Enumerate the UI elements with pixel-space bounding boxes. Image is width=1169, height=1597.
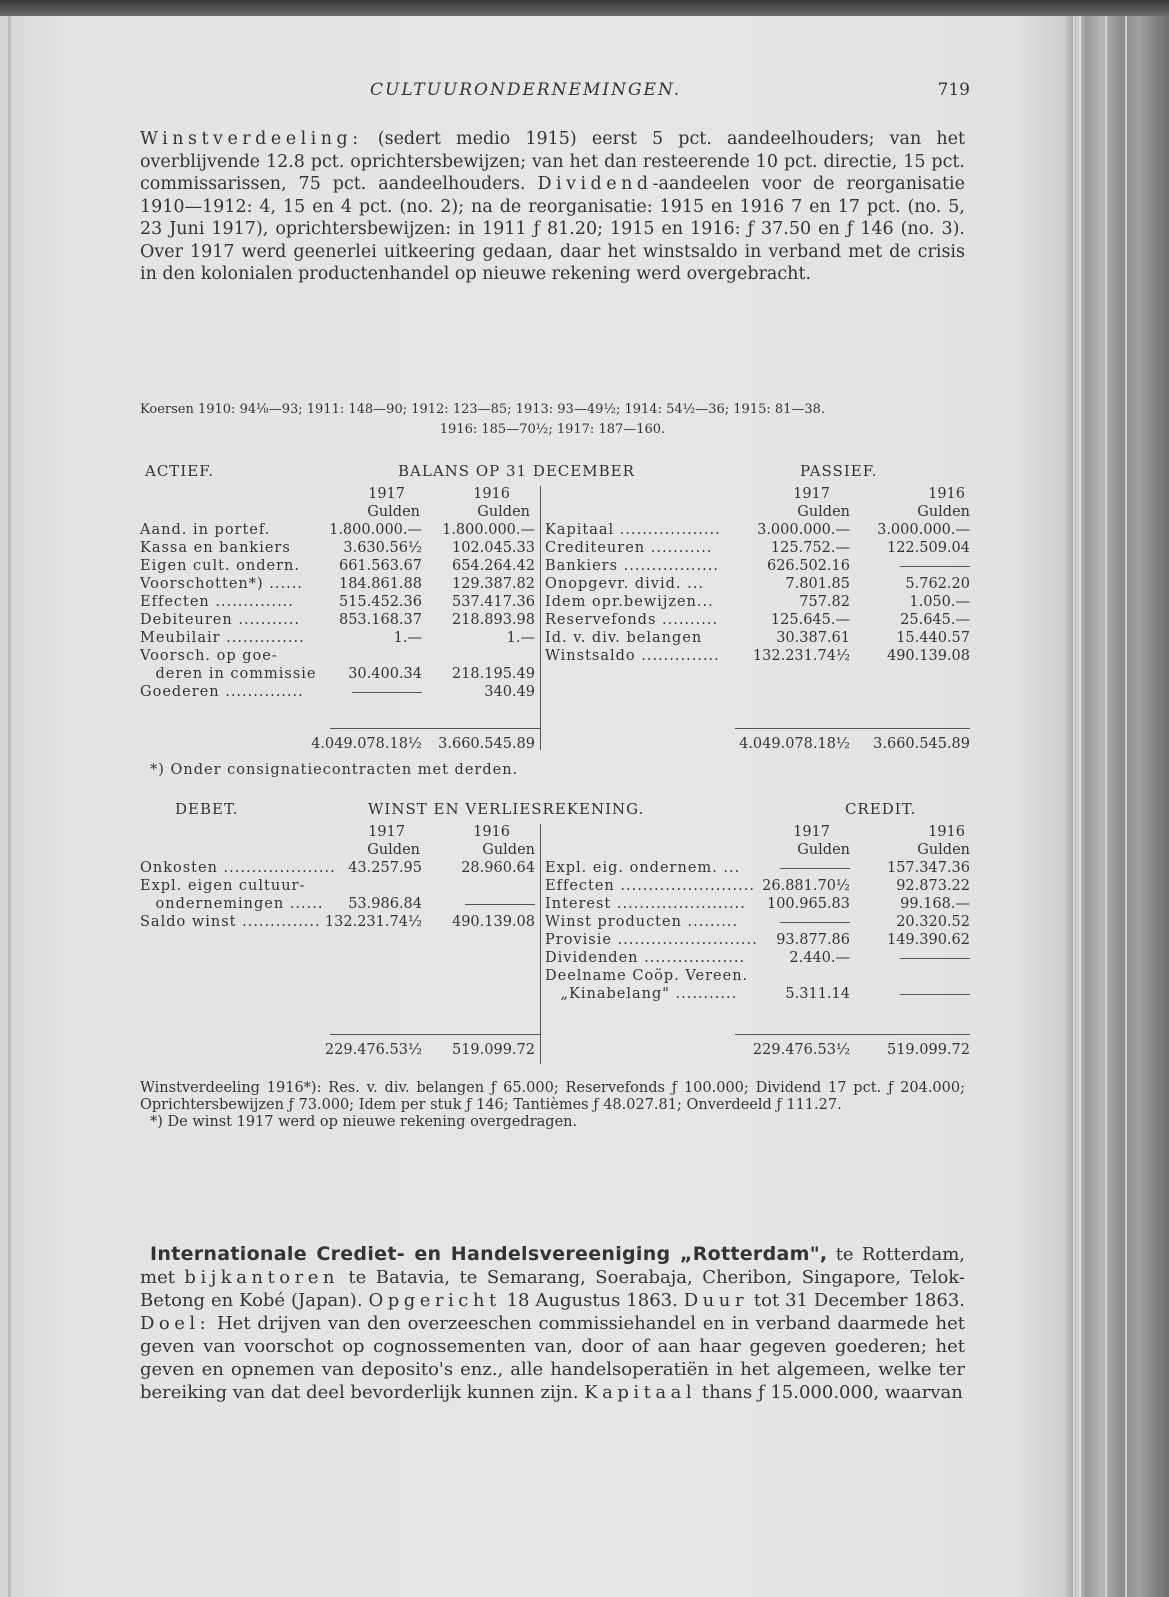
row-label: Voorschotten*) ...... <box>140 576 303 592</box>
table-row <box>545 648 970 666</box>
value-v1917: 100.965.83 <box>766 896 850 912</box>
row-label: Voorsch. op goe- <box>140 648 278 664</box>
value-v1917: 125.752.— <box>770 540 850 556</box>
value-v1917: 626.502.16 <box>766 558 850 574</box>
koersen <box>140 400 965 440</box>
koersen-line-1: Koersen 1910: 94⅛—93; 1911: 148—90; 1912: 123—85; 1913: 93—49½; 1914: 54½—36; 1915: 81—38. <box>140 402 826 417</box>
table-row <box>140 630 540 648</box>
table-row <box>545 968 970 986</box>
row-label: Aand. in portef. <box>140 522 271 538</box>
value-v1917: 93.877.86 <box>776 932 850 948</box>
dividend-text: -aandeelen voor de reorganisatie 1910—1912: 4, 15 en 4 pct. (no. 2); na de reorganisatie: 1915 en 1916 7 en 17 pct. (no. 5, 23 Juni 1917), oprichtersbewijzen: in 1911 ƒ 81.20; 1915 en 1916: ƒ 37.50 en ƒ 146 (no. 3). Over 1917 werd geenerlei uitkeering gedaan, daar het winstsaldo in verband met de crisis in den kolonialen productenhandel op nieuwe rekening werd overgebracht. <box>140 174 965 284</box>
table-row <box>545 594 970 612</box>
row-label: ondernemingen ...... <box>140 896 324 912</box>
winstverdeeling-1916-text: Winstverdeeling 1916*): Res. v. div. belangen ƒ 65.000; Reservefonds ƒ 100.000; Dividend 17 pct. ƒ 204.000; Oprichtersbewijzen ƒ 73.000; Idem per stuk ƒ 146; Tantièmes ƒ 48.027.81; Onverdeeld ƒ 111.27. <box>140 1080 965 1113</box>
book-spine <box>1065 16 1169 1597</box>
totals-row: 4.049.078.18½ 3.660.545.89 <box>739 736 970 752</box>
row-label: Winstsaldo .............. <box>545 648 720 664</box>
value-v1916: 490.139.08 <box>886 648 970 664</box>
value-v1916: 99.168.— <box>900 896 970 912</box>
row-label: Meubilair .............. <box>140 630 305 646</box>
value-v1916: 5.762.20 <box>905 576 970 592</box>
table-row <box>140 860 540 878</box>
value-v1916: 92.873.22 <box>896 878 970 894</box>
value-v1917: 757.82 <box>799 594 850 610</box>
value-v1916 <box>900 558 970 574</box>
table-row <box>140 648 540 666</box>
value-v1916: 157.347.36 <box>886 860 970 876</box>
debet-title: DEBET. <box>175 800 239 818</box>
profit-loss-account: DEBET. WINST EN VERLIESREKENING. CREDIT. 1917 1916 Gulden Gulden Onkosten .................... 43.257.95 28.960.64 Expl. eigen cultuur- ondernemingen ...... 53.986.84 Saldo winst .............. 132.231.74½ 490.139.08 229.476.53½ 519.099.72 1917 1916 Gulden Gulden Expl. eig. ondernem. ... 157.347.36 Effecten ........................ 26.881.70½ 92.873.22 Interest ....................... 100.965.83 99.168.— Winst producten ......... 20.320.52 Provisie ......................... 93.877.86 149.390.62 Dividenden .................. 2.440.— Deelname Coöp. Vereen. „Kinabelang" ........... 5.311.14 229.476.53½ 519.099.72 <box>140 800 970 1070</box>
row-label: Effecten ........................ <box>545 878 755 894</box>
value-v1917 <box>780 914 850 930</box>
table-row <box>140 612 540 630</box>
credit-title: CREDIT. <box>845 800 917 818</box>
dividend-lead: Dividend <box>537 174 653 194</box>
balance-title: BALANS OP 31 DECEMBER <box>398 462 635 480</box>
value-v1917 <box>780 860 850 876</box>
table-row <box>545 540 970 558</box>
totals-row: 4.049.078.18½ 3.660.545.89 <box>311 736 535 752</box>
table-row <box>545 986 970 1004</box>
totals-row: 229.476.53½ 519.099.72 <box>752 1042 970 1058</box>
row-label: Onkosten .................... <box>140 860 336 876</box>
winstverdeeling-paragraph <box>140 128 965 286</box>
row-label: Reservefonds .......... <box>545 612 719 628</box>
value-v1916: 1.— <box>506 630 535 646</box>
value-v1916: 25.645.— <box>900 612 970 628</box>
value-v1916: 20.320.52 <box>896 914 970 930</box>
table-row <box>140 576 540 594</box>
value-v1916: 129.387.82 <box>451 576 535 592</box>
row-label: Eigen cult. ondern. <box>140 558 300 574</box>
balance-footnote: *) Onder consignatiecontracten met derden. <box>150 762 519 778</box>
value-v1917: 7.801.85 <box>785 576 850 592</box>
table-row <box>140 684 540 702</box>
winstverdeeling-lead: Winstverdeeling: <box>140 129 363 149</box>
value-v1916 <box>900 986 970 1002</box>
value-v1917: 1.800.000.— <box>329 522 422 538</box>
value-v1916: 149.390.62 <box>886 932 970 948</box>
value-v1917: 2.440.— <box>789 950 850 966</box>
table-row <box>545 932 970 950</box>
value-v1917 <box>352 684 422 700</box>
row-label: Deelname Coöp. Vereen. <box>545 968 749 984</box>
row-label: Idem opr.bewijzen... <box>545 594 714 610</box>
value-v1917: 53.986.84 <box>348 896 422 912</box>
value-v1916: 102.045.33 <box>451 540 535 556</box>
row-label: Dividenden .................. <box>545 950 746 966</box>
value-v1917: 132.231.74½ <box>324 914 422 930</box>
row-label: Kassa en bankiers <box>140 540 291 556</box>
value-v1916: 340.49 <box>484 684 535 700</box>
row-label: „Kinabelang" ........... <box>545 986 738 1002</box>
table-row <box>140 594 540 612</box>
value-v1916: 218.195.49 <box>451 666 535 682</box>
table-row <box>140 878 540 896</box>
row-label: Interest ....................... <box>545 896 746 912</box>
row-label: Winst producten ......... <box>545 914 739 930</box>
page-number: 719 <box>937 80 970 100</box>
row-label: Kapitaal .................. <box>545 522 721 538</box>
table-row <box>545 878 970 896</box>
scan-top-edge <box>0 0 1169 16</box>
table-row <box>545 896 970 914</box>
value-v1916: 28.960.64 <box>461 860 535 876</box>
value-v1917: 184.861.88 <box>338 576 422 592</box>
value-v1917: 5.311.14 <box>785 986 850 1002</box>
row-label: Effecten .............. <box>140 594 294 610</box>
value-v1916: 122.509.04 <box>886 540 970 556</box>
value-v1917: 661.563.67 <box>338 558 422 574</box>
value-v1917: 853.168.37 <box>338 612 422 628</box>
value-v1917: 3.000.000.— <box>757 522 850 538</box>
value-v1917: 515.452.36 <box>338 594 422 610</box>
table-row <box>140 522 540 540</box>
actief-title: ACTIEF. <box>145 462 215 480</box>
value-v1917: 43.257.95 <box>348 860 422 876</box>
table-row <box>545 914 970 932</box>
table-row <box>545 950 970 968</box>
value-v1916 <box>465 896 535 912</box>
table-row <box>140 666 540 684</box>
value-v1917: 3.630.56½ <box>343 540 422 556</box>
value-v1917: 125.645.— <box>770 612 850 628</box>
row-label: Onopgevr. divid. ... <box>545 576 704 592</box>
row-label: Goederen .............. <box>140 684 304 700</box>
row-label: Expl. eigen cultuur- <box>140 878 306 894</box>
value-v1917: 30.387.61 <box>776 630 850 646</box>
koersen-line-2: 1916: 185—70½; 1917: 187—160. <box>439 422 666 437</box>
profit-loss-title: WINST EN VERLIESREKENING. <box>368 800 645 818</box>
value-v1916 <box>900 950 970 966</box>
row-label: Expl. eig. ondernem. ... <box>545 860 741 876</box>
value-v1916: 537.417.36 <box>451 594 535 610</box>
next-entry-paragraph: Internationale Crediet- en Handelsvereeniging „Rotterdam", te Rotterdam, met bijkantoren te Batavia, te Semarang, Soerabaja, Cheribon, Singapore, Telok-Betong en Kobé (Japan). Opgericht 18 Augustus 1863. Duur tot 31 December 1863. Doel: Het drijven van den overzeeschen commissiehandel en in verband daarmede het geven van voorschot op cognossementen van, door of aan haar gegeven goederen; het geven en opnemen van deposito's enz., alle handelsoperatiën in het algemeen, welke ter bereiking van dat deel bevorderlijk kunnen zijn. Kapitaal thans ƒ 15.000.000, waarvan <box>140 1243 965 1403</box>
table-row <box>545 630 970 648</box>
balance-sheet: ACTIEF. BALANS OP 31 DECEMBER PASSIEF. 1917 1916 Gulden Gulden Aand. in portef. 1.800.000.— 1.800.000.— Kassa en bankiers 3.630.56½ 102.045.33 Eigen cult. ondern. 661.563.67 654.264.42 Voorschotten*) ...... 184.861.88 129.387.82 Effecten .............. 515.452.36 537.417.36 Debiteuren ........... 853.168.37 218.893.98 Meubilair .............. 1.— 1.— Voorsch. op goe- deren in commissie 30.400.34 218.195.49 Goederen .............. 340.49 4.049.078.18½ 3.660.545.89 1917 1916 Gulden Gulden Kapitaal .................. 3.000.000.— 3.000.000.— Crediteuren ........... 125.752.— 122.509.04 Bankiers ................. 626.502.16 Onopgevr. divid. ... 7.801.85 5.762.20 Idem opr.bewijzen... 757.82 1.050.— Reservefonds .......... 125.645.— 25.645.— Id. v. div. belangen 30.387.61 15.440.57 Winstsaldo .............. 132.231.74½ 490.139.08 4.049.078.18½ 3.660.545.89 <box>140 462 970 752</box>
page-header <box>140 80 970 104</box>
table-row <box>140 540 540 558</box>
winstverdeeling-1916 <box>140 1080 965 1131</box>
value-v1917: 30.400.34 <box>348 666 422 682</box>
value-v1916: 1.050.— <box>909 594 970 610</box>
value-v1916: 15.440.57 <box>896 630 970 646</box>
table-row <box>545 860 970 878</box>
row-label: Id. v. div. belangen <box>545 630 703 646</box>
entry-title: Internationale Crediet- en Handelsvereeniging „Rotterdam", <box>150 1243 828 1265</box>
page-left-edge <box>8 16 11 1597</box>
winstverdeeling-text: (sedert medio 1915) eerst 5 pct. aandeelhouders; van het overblijvende 12.8 pct. oprichtersbewijzen; van het dan resteerende 10 pct. directie, 15 pct. commissarissen, 75 pct. aandeelhouders. <box>140 129 965 194</box>
table-row <box>545 558 970 576</box>
value-v1916: 3.000.000.— <box>877 522 970 538</box>
table-row <box>545 612 970 630</box>
value-v1917: 1.— <box>393 630 422 646</box>
value-v1916: 490.139.08 <box>451 914 535 930</box>
table-row <box>545 522 970 540</box>
totals-row: 229.476.53½ 519.099.72 <box>324 1042 535 1058</box>
row-label: Crediteuren ........... <box>545 540 713 556</box>
row-label: Bankiers ................. <box>545 558 719 574</box>
row-label: Debiteuren ........... <box>140 612 301 628</box>
row-label: deren in commissie <box>140 666 317 682</box>
value-v1916: 1.800.000.— <box>442 522 535 538</box>
table-row <box>140 558 540 576</box>
table-row <box>140 896 540 914</box>
value-v1917: 132.231.74½ <box>752 648 850 664</box>
running-title: CULTUURONDERNEMINGEN. <box>370 80 682 100</box>
row-label: Saldo winst .............. <box>140 914 321 930</box>
value-v1916: 218.893.98 <box>451 612 535 628</box>
table-row <box>545 576 970 594</box>
value-v1917: 26.881.70½ <box>762 878 850 894</box>
winstverdeeling-1916-footnote: *) De winst 1917 werd op nieuwe rekening overgedragen. <box>150 1114 578 1130</box>
passief-title: PASSIEF. <box>800 462 878 480</box>
table-row <box>140 914 540 932</box>
value-v1916: 654.264.42 <box>451 558 535 574</box>
row-label: Provisie ......................... <box>545 932 758 948</box>
